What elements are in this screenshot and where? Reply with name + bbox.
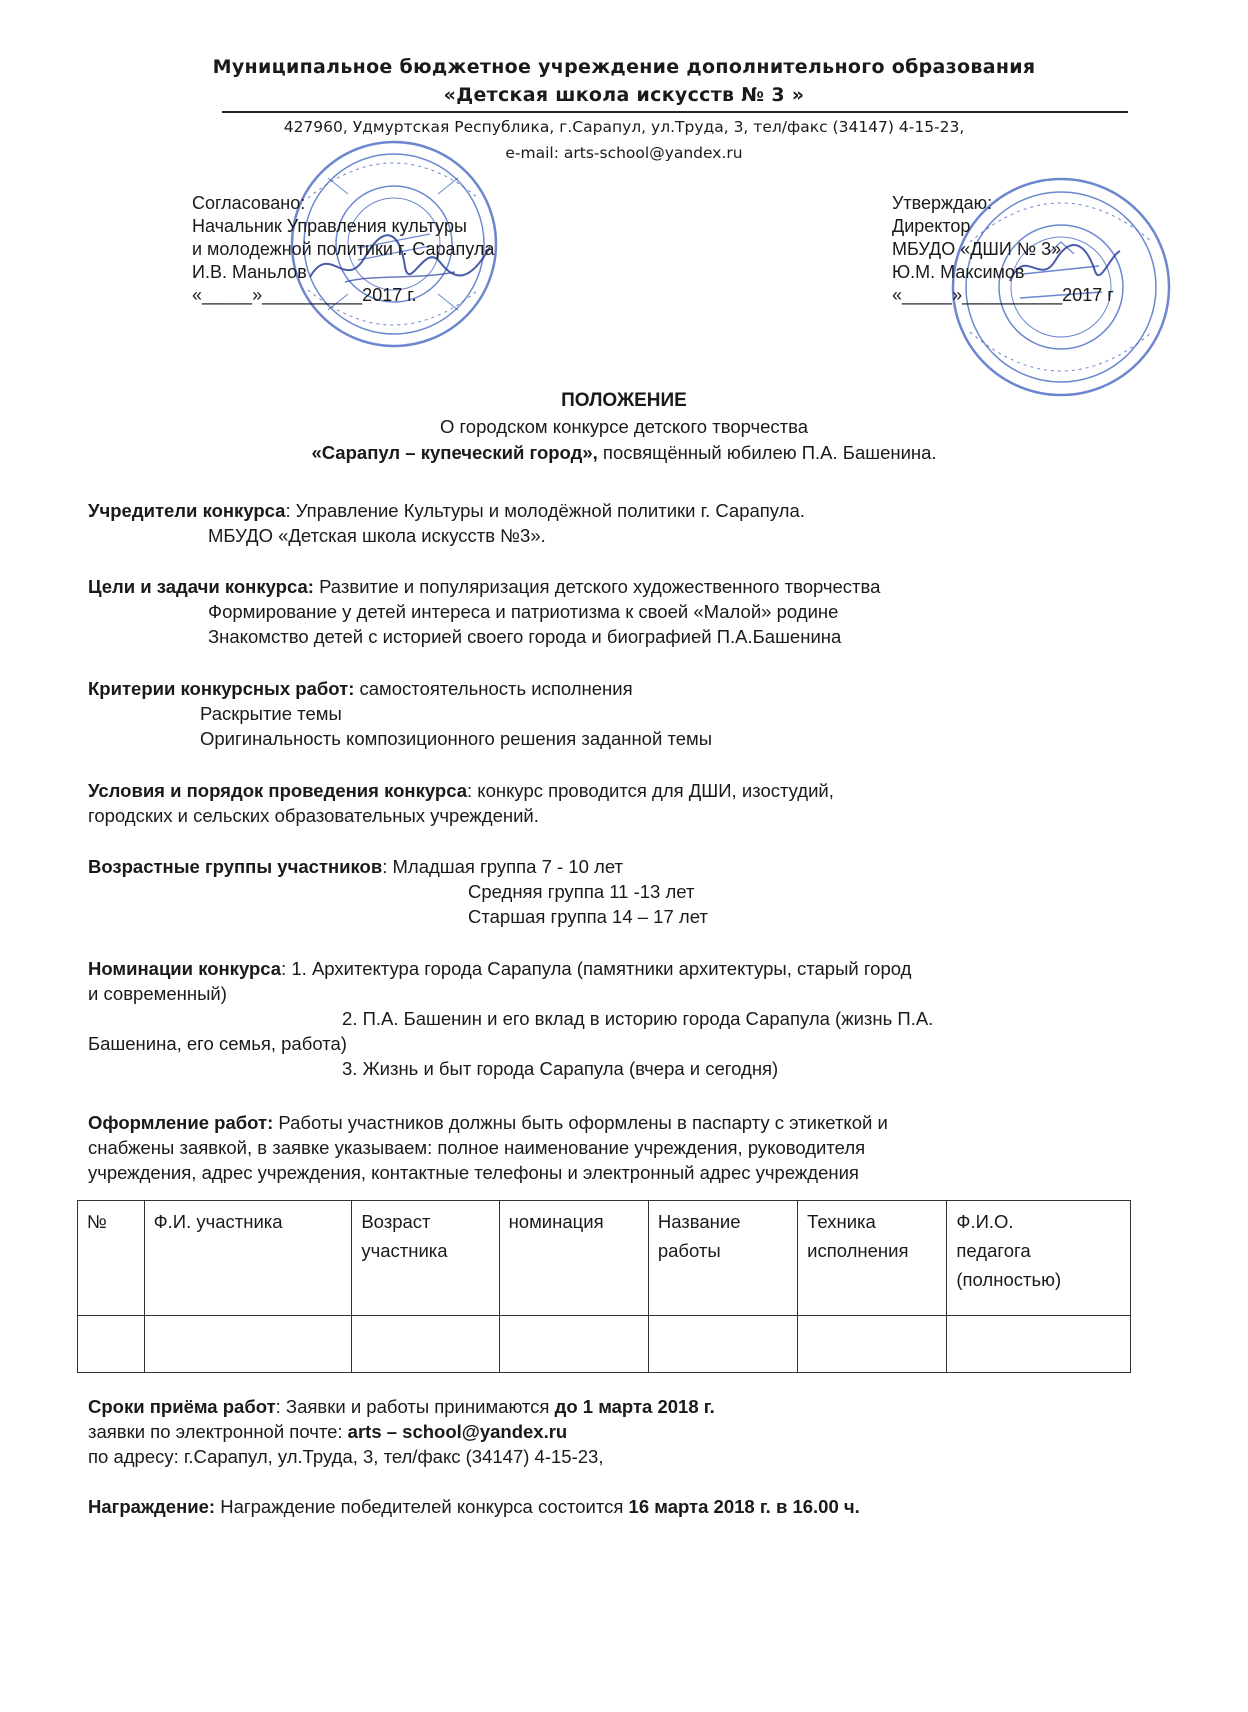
agreed-label: Согласовано: xyxy=(192,193,306,213)
award-label: Награждение: xyxy=(88,1496,216,1517)
criteria-section xyxy=(88,676,1138,751)
approved-position-2: МБУДО «ДШИ № 3» xyxy=(892,239,1062,259)
table-header-cell: Ф.И. участника xyxy=(144,1201,352,1316)
contest-name: «Сарапул – купеческий город», xyxy=(311,442,598,463)
table-header-cell: Название работы xyxy=(648,1201,797,1316)
table-row xyxy=(78,1316,1131,1373)
nomination-3: 3. Жизнь и быт города Сарапула (вчера и сегодня) xyxy=(342,1058,779,1079)
age-group-senior: Старшая группа 14 – 17 лет xyxy=(468,906,708,927)
award-text: Награждение победителей конкурса состоится xyxy=(215,1496,629,1517)
award-date: 16 марта 2018 г. в 16.00 ч. xyxy=(628,1496,860,1517)
criteria-line1: самостоятельность исполнения xyxy=(354,678,633,699)
table-header-cell: Ф.И.О. педагога (полностью) xyxy=(947,1201,1131,1316)
age-groups-section xyxy=(88,854,1138,929)
conditions-section xyxy=(88,778,1138,828)
header-divider xyxy=(222,111,1128,113)
agreed-block xyxy=(192,192,494,307)
approved-position-1: Директор xyxy=(892,216,971,236)
agreed-position-2: и молодежной политики г. Сарапула xyxy=(192,239,495,259)
goals-section xyxy=(88,574,1138,649)
nomination-1-cont: и современный) xyxy=(88,983,227,1004)
agreed-name: И.В. Маньлов xyxy=(192,262,307,282)
nomination-2-cont: Башенина, его семья, работа) xyxy=(88,1033,347,1054)
conditions-line1: : конкурс проводится для ДШИ, изостудий, xyxy=(467,780,834,801)
deadlines-email-label: заявки по электронной почте: xyxy=(88,1421,348,1442)
org-address: 427960, Удмуртская Республика, г.Сарапул, ул.Труда, 3, тел/факс (34147) 4-15-23, xyxy=(283,118,965,136)
goals-line2: Формирование у детей интереса и патриотизма к своей «Малой» родине xyxy=(208,601,839,622)
criteria-line2: Раскрытие темы xyxy=(200,703,342,724)
document-title: ПОЛОЖЕНИЕ xyxy=(561,390,687,411)
agreed-date: «_____»__________2017 г. xyxy=(192,285,417,305)
goals-line1: Развитие и популяризация детского художественного творчества xyxy=(313,576,881,597)
document-subtitle-2 xyxy=(0,442,1248,464)
design-line3: учреждения, адрес учреждения, контактные телефоны и электронный адрес учреждения xyxy=(88,1162,859,1183)
deadlines-label: Сроки приёма работ xyxy=(88,1396,276,1417)
contest-dedication: посвящённый юбилею П.А. Башенина. xyxy=(597,442,937,463)
table-cell xyxy=(144,1316,352,1373)
table-cell xyxy=(648,1316,797,1373)
approved-date: «_____»__________2017 г xyxy=(892,285,1114,305)
founders-line1: : Управление Культуры и молодёжной политики г. Сарапула. xyxy=(285,500,805,521)
deadlines-email: arts – school@yandex.ru xyxy=(347,1421,568,1442)
design-line1: Работы участников должны быть оформлены в паспарту с этикеткой и xyxy=(273,1112,888,1133)
agreed-position-1: Начальник Управления культуры xyxy=(192,216,467,236)
approved-label: Утверждаю: xyxy=(892,193,993,213)
org-email: e-mail: arts-school@yandex.ru xyxy=(505,144,743,162)
approved-name: Ю.М. Максимов xyxy=(892,262,1025,282)
table-header-cell: Возраст участника xyxy=(352,1201,499,1316)
conditions-label: Условия и порядок проведения конкурса xyxy=(88,780,468,801)
goals-label: Цели и задачи конкурса: xyxy=(88,576,314,597)
nomination-2: 2. П.А. Башенин и его вклад в историю города Сарапула (жизнь П.А. xyxy=(342,1008,934,1029)
application-form-table xyxy=(77,1200,1131,1373)
org-name-line1: Муниципальное бюджетное учреждение дополнительного образования xyxy=(212,56,1036,78)
goals-line3: Знакомство детей с историей своего города и биографией П.А.Башенина xyxy=(208,626,842,647)
design-section xyxy=(88,1110,1138,1185)
age-group-junior: : Младшая группа 7 - 10 лет xyxy=(382,856,623,877)
deadlines-address: по адресу: г.Сарапул, ул.Труда, 3, тел/факс (34147) 4-15-23, xyxy=(88,1446,604,1467)
table-header-row xyxy=(78,1201,1131,1316)
nomination-1: : 1. Архитектура города Сарапула (памятники архитектуры, старый город xyxy=(281,958,912,979)
design-label: Оформление работ: xyxy=(88,1112,274,1133)
criteria-label: Критерии конкурсных работ: xyxy=(88,678,355,699)
age-groups-label: Возрастные группы участников xyxy=(88,856,383,877)
deadlines-section xyxy=(88,1394,1138,1469)
table-cell xyxy=(499,1316,648,1373)
org-name-line2: «Детская школа искусств № 3 » xyxy=(443,84,805,106)
table-cell xyxy=(78,1316,145,1373)
founders-section xyxy=(88,498,1138,548)
nominations-section xyxy=(88,956,1138,1081)
document-subtitle-1: О городском конкурсе детского творчества xyxy=(439,416,809,437)
conditions-line2: городских и сельских образовательных учреждений. xyxy=(88,805,539,826)
table-cell xyxy=(947,1316,1131,1373)
design-line2: снабжены заявкой, в заявке указываем: полное наименование учреждения, руководителя xyxy=(88,1137,866,1158)
table-header-cell: № xyxy=(78,1201,145,1316)
founders-label: Учредители конкурса xyxy=(88,500,286,521)
nominations-label: Номинации конкурса xyxy=(88,958,282,979)
approved-block xyxy=(892,192,1114,307)
founders-line2: МБУДО «Детская школа искусств №3». xyxy=(208,525,546,546)
table-cell xyxy=(798,1316,947,1373)
criteria-line3: Оригинальность композиционного решения заданной темы xyxy=(200,728,713,749)
table-cell xyxy=(352,1316,499,1373)
table-header-cell: номинация xyxy=(499,1201,648,1316)
deadlines-line1: : Заявки и работы принимаются xyxy=(275,1396,555,1417)
award-section xyxy=(88,1494,1138,1519)
table-header-cell: Техника исполнения xyxy=(798,1201,947,1316)
deadline-date: до 1 марта 2018 г. xyxy=(554,1396,715,1417)
age-group-middle: Средняя группа 11 -13 лет xyxy=(468,881,695,902)
